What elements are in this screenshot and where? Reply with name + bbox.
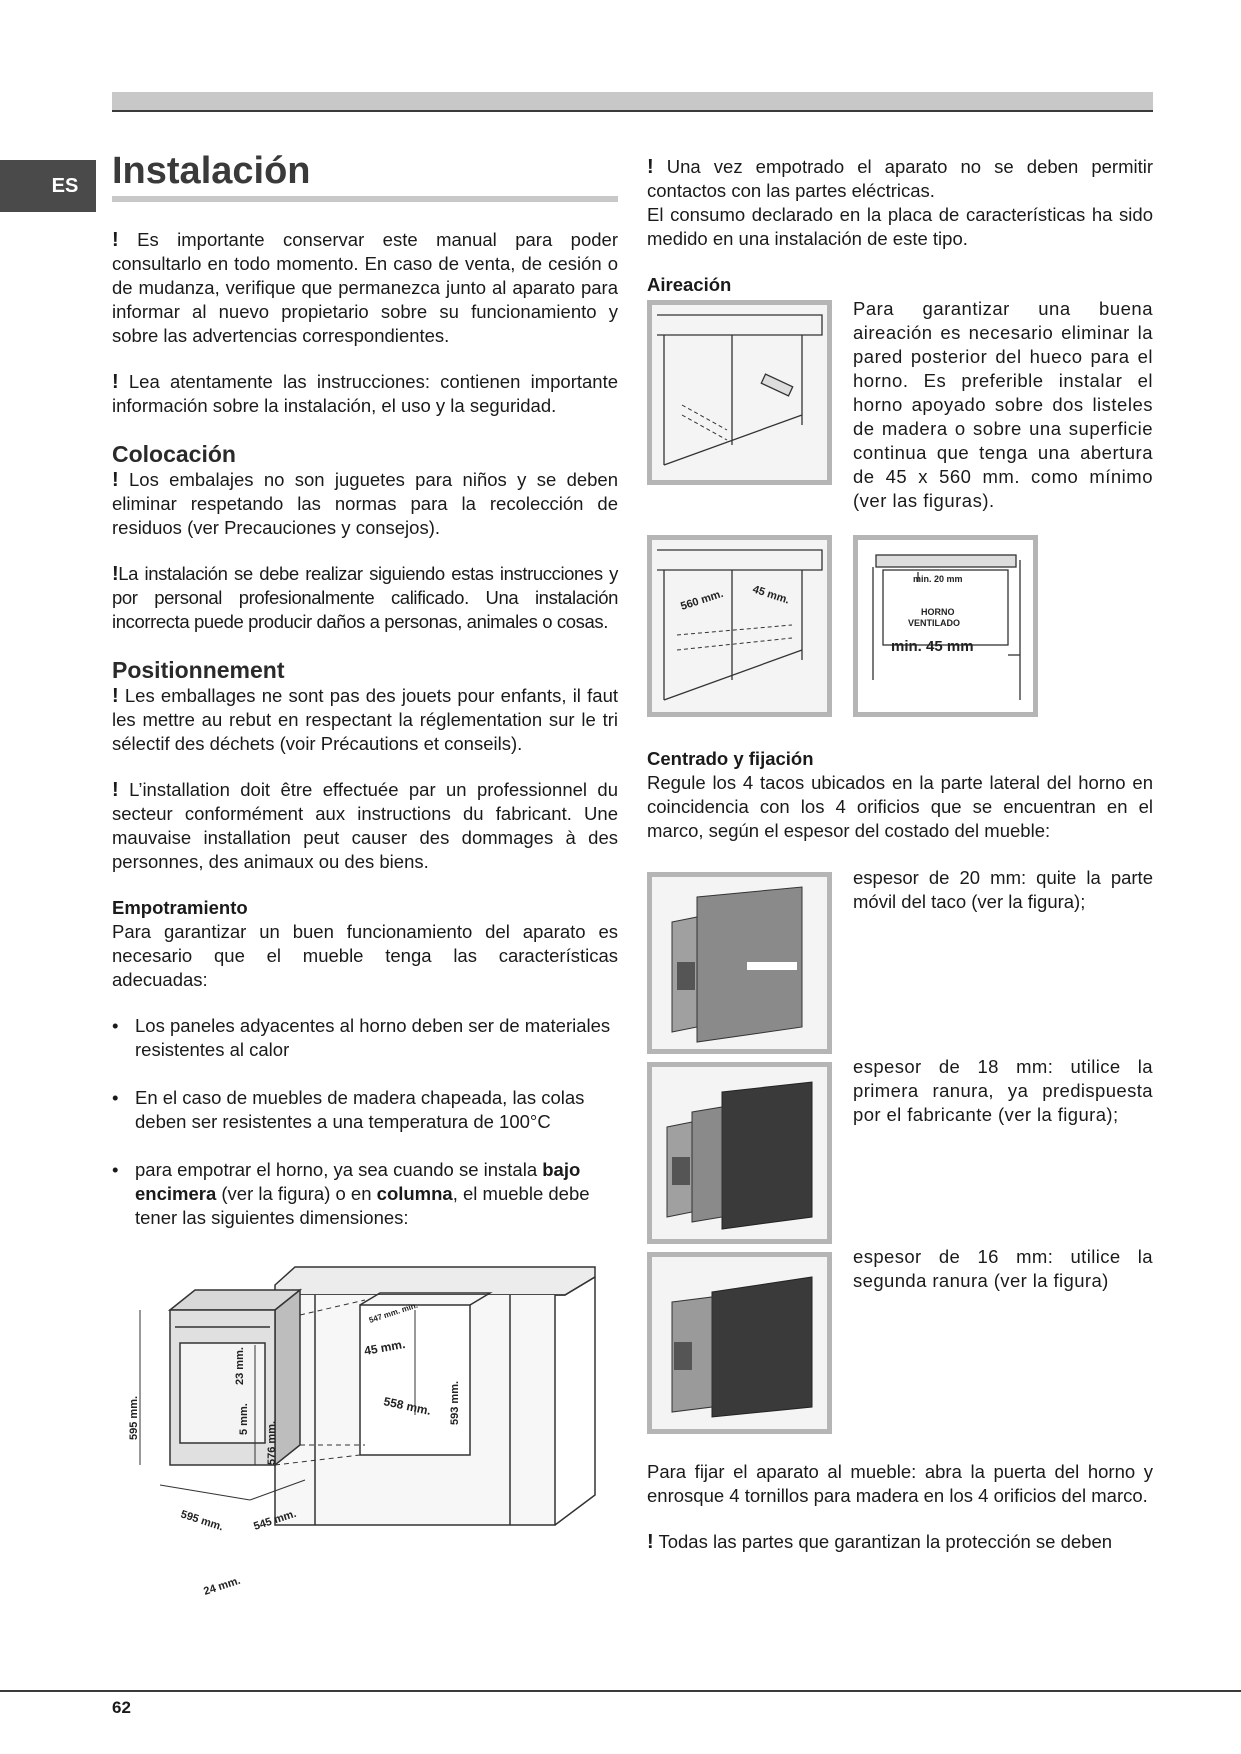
paragraph: ! Les emballages ne sont pas des jouets pour enfants, il faut les mettre au rebut en respectant la réglementation sur le tri sélectif des déchets (voir Précautions et conseils). — [112, 685, 618, 754]
footer-rule — [0, 1690, 1241, 1692]
cabinet-dimensions-diagram — [125, 1255, 615, 1615]
list-item: • para empotrar el horno, ya sea cuando se instala bajo encimera (ver la figura) o en columna, el mueble debe tener las siguientes dimensiones: — [112, 1158, 618, 1230]
paragraph: ! Una vez empotrado el aparato no se deben permitir contactos con las partes eléctricas. — [647, 156, 1153, 201]
dim-label: 595 mm. — [179, 1508, 225, 1534]
left-column — [112, 148, 618, 1254]
subheading-centrado: Centrado y fijación — [647, 748, 814, 769]
dim-label: 547 mm. min. — [367, 1300, 419, 1325]
dim-label: 45 mm. — [751, 583, 791, 607]
ventilation-figure-3 — [853, 535, 1038, 717]
dim-label: 23 mm. — [234, 1347, 246, 1385]
language-tab: ES — [0, 160, 96, 212]
centrado-section — [647, 747, 1153, 843]
paragraph: ! L’installation doit être effectuée par un professionnel du secteur conformément aux instructions du fabricant. Une mauvaise installation peut causer des dommages à des personnes, des animaux ou des biens. — [112, 779, 618, 872]
dim-label: min. 45 mm — [891, 638, 974, 655]
dim-label: 545 mm. — [252, 1507, 298, 1533]
fixing-section — [647, 1460, 1153, 1554]
dim-label: 45 mm. — [363, 1336, 407, 1358]
espesor-18-text: espesor de 18 mm: utilice la primera ranura, ya predispuesta por el fabricante (ver la figura); — [853, 1056, 1153, 1125]
top-header-bar — [112, 92, 1153, 112]
espesor-16-text: espesor de 16 mm: utilice la segunda ranura (ver la figura) — [853, 1246, 1153, 1291]
paragraph: Para fijar el aparato al mueble: abra la puerta del horno y enrosque 4 tornillos para madera en los 4 orificios del marco. — [647, 1461, 1153, 1506]
paragraph: !La instalación se debe realizar siguiendo estas instrucciones y por personal profesionalmente calificado. Una instalación incorrecta puede producir daños a personas, animales o cosas. — [112, 563, 618, 632]
dim-label: min. 20 mm — [913, 574, 963, 584]
paragraph: El consumo declarado en la placa de características ha sido medido en una instalación de este tipo. — [647, 204, 1153, 249]
page-number: 62 — [112, 1698, 131, 1717]
requirements-list — [112, 1014, 618, 1230]
bracket-figure-16mm — [647, 1252, 832, 1434]
ventilation-figure-2 — [647, 535, 832, 717]
subheading-empotramiento: Empotramiento — [112, 897, 248, 918]
espesor-20-text: espesor de 20 mm: quite la parte móvil del taco (ver la figura); — [853, 867, 1153, 912]
right-column — [647, 155, 1153, 297]
section-heading-positionnement: Positionnement — [112, 657, 285, 683]
dim-label: 24 mm. — [202, 1574, 242, 1598]
page-title: Instalación — [112, 148, 618, 202]
list-item: • En el caso de muebles de madera chapeada, las colas deben ser resistentes a una temperatura de 100°C — [112, 1086, 618, 1134]
subheading-aireacion: Aireación — [647, 274, 732, 295]
paragraph: ! Lea atentamente las instrucciones: contienen importante información sobre la instalación, el uso y la seguridad. — [112, 371, 618, 416]
dim-label: 595 mm. — [128, 1395, 140, 1440]
aireacion-text: Para garantizar una buena aireación es necesario eliminar la pared posterior del hueco para el horno. Es preferible instalar el horno apoyado sobre dos listeles de madera o sobre una superficie continua que tenga una abertura de 45 x 560 mm. como mínimo (ver las figuras). — [853, 298, 1153, 511]
oven-label: HORNO — [921, 607, 955, 617]
dim-label: 560 mm. — [679, 587, 725, 613]
dim-label: 593 mm. — [449, 1380, 461, 1425]
bracket-figure-18mm — [647, 1062, 832, 1244]
dim-label: 5 mm. — [238, 1403, 250, 1435]
paragraph: ! Los embalajes no son juguetes para niños y se deben eliminar respetando las normas para la recolección de residuos (ver Precauciones y consejos). — [112, 469, 619, 538]
dim-label: 576 mm. — [266, 1420, 278, 1465]
section-heading-colocacion: Colocación — [112, 441, 236, 467]
paragraph: ! Es importante conservar este manual para poder consultarlo en todo momento. En caso de venta, de cesión o de mudanza, verifique que permanezca junto al aparato para informar al nuevo propietario sobre su funcionamiento y sobre las advertencias correspondientes. — [112, 229, 618, 346]
ventilation-figure-1 — [647, 300, 832, 485]
dim-label: 558 mm. — [382, 1394, 433, 1418]
oven-label: VENTILADO — [908, 618, 961, 628]
paragraph: Regule los 4 tacos ubicados en la parte lateral del horno en coincidencia con los 4 orificios que se encuentran en el marco, según el espesor del costado del mueble: — [647, 772, 1153, 841]
paragraph: ! Todas las partes que garantizan la protección se deben — [647, 1531, 1113, 1553]
bracket-figure-20mm — [647, 872, 832, 1054]
list-item: • Los paneles adyacentes al horno deben ser de materiales resistentes al calor — [112, 1014, 618, 1062]
paragraph: Para garantizar un buen funcionamiento del aparato es necesario que el mueble tenga las características adecuadas: — [112, 921, 618, 990]
